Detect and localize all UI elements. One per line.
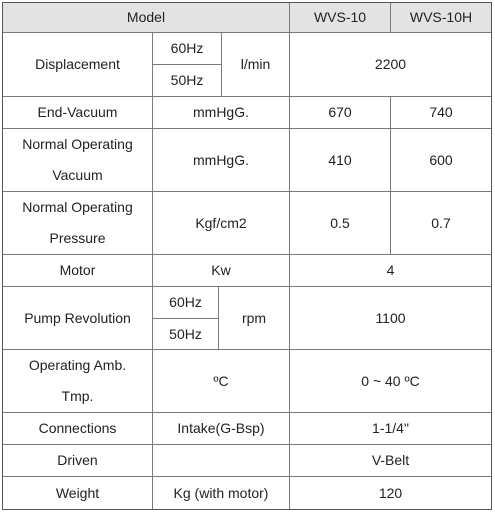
displacement-unit: l/min	[222, 33, 290, 97]
weight-unit: Kg (with motor)	[153, 477, 290, 509]
normal-pressure-label-line-1: Normal Operating	[22, 199, 133, 215]
operating-temp-value: 0 ~ 40 ºC	[290, 350, 491, 413]
normal-vacuum-value-2: 600	[391, 129, 491, 192]
normal-pressure-label-line-2: Pressure	[49, 230, 106, 246]
operating-temp-label-line-1: Operating Amb.	[28, 357, 127, 373]
normal-vacuum-value-1: 410	[290, 129, 391, 192]
pump-revolution-value: 1100	[290, 287, 491, 350]
pump-revolution-60hz: 60Hz	[153, 287, 219, 319]
connections-unit: Intake(G-Bsp)	[153, 413, 290, 445]
end-vacuum-value-2: 740	[391, 97, 491, 129]
pump-revolution-unit: rpm	[219, 287, 290, 350]
displacement-50hz: 50Hz	[153, 65, 222, 97]
weight-value: 120	[378, 484, 403, 501]
spec-table	[2, 2, 492, 510]
normal-pressure-value-2: 0.7	[391, 192, 491, 255]
end-vacuum-value-1: 670	[290, 97, 391, 129]
row-label-operating-temp	[3, 350, 153, 413]
normal-vacuum-label-line-1: Normal Operating	[22, 136, 133, 152]
row-label-motor: Motor	[3, 255, 153, 287]
driven-value: V-Belt	[290, 445, 491, 477]
row-label-pump-revolution: Pump Revolution	[3, 287, 153, 350]
row-label-weight: Weight	[3, 477, 153, 509]
normal-vacuum-unit: mmHgG.	[153, 129, 290, 192]
displacement-60hz: 60Hz	[153, 33, 222, 65]
driven-unit	[153, 445, 290, 477]
operating-temp-label-line-2: Tmp.	[61, 388, 94, 404]
row-label-displacement: Displacement	[3, 33, 153, 97]
row-label-connections: Connections	[3, 413, 153, 445]
end-vacuum-unit: mmHgG.	[153, 97, 290, 129]
row-label-normal-vacuum	[3, 129, 153, 192]
motor-value: 4	[290, 255, 491, 287]
header-wvs-10h: WVS-10H	[391, 3, 491, 33]
displacement-value: 2200	[290, 33, 491, 97]
operating-temp-unit: ºC	[153, 350, 290, 413]
header-wvs-10: WVS-10	[290, 3, 391, 33]
row-label-normal-pressure	[3, 192, 153, 255]
normal-pressure-value-1: 0.5	[290, 192, 391, 255]
normal-pressure-unit: Kgf/cm2	[153, 192, 290, 255]
pump-revolution-50hz: 50Hz	[153, 319, 219, 350]
connections-value: 1-1/4"	[290, 413, 491, 445]
normal-vacuum-label-line-2: Vacuum	[52, 167, 103, 183]
row-label-end-vacuum: End-Vacuum	[3, 97, 153, 129]
motor-unit: Kw	[153, 255, 290, 287]
header-model: Model	[3, 3, 290, 33]
row-label-driven: Driven	[3, 445, 153, 477]
